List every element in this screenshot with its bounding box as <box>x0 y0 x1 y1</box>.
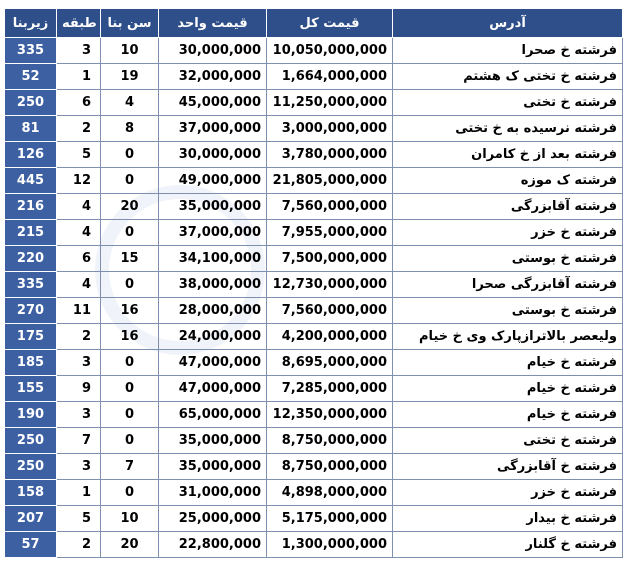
age-cell: 0 <box>101 402 159 428</box>
table-row <box>5 220 623 246</box>
header-address: آدرس <box>393 9 623 38</box>
table-row <box>5 324 623 350</box>
unit-price-cell: 37,000,000 <box>159 116 267 142</box>
table-row <box>5 194 623 220</box>
address-cell: فرشته خ خیام <box>393 376 623 402</box>
total-price-cell: 4,200,000,000 <box>267 324 393 350</box>
floor-cell: 3 <box>57 402 101 428</box>
table-row <box>5 428 623 454</box>
area-cell: 185 <box>5 350 57 376</box>
floor-cell: 12 <box>57 168 101 194</box>
floor-cell: 2 <box>57 532 101 558</box>
floor-cell: 3 <box>57 38 101 64</box>
floor-cell: 11 <box>57 298 101 324</box>
header-unit-price: قیمت واحد <box>159 9 267 38</box>
total-price-cell: 1,664,000,000 <box>267 64 393 90</box>
total-price-cell: 7,560,000,000 <box>267 298 393 324</box>
unit-price-cell: 34,100,000 <box>159 246 267 272</box>
age-cell: 4 <box>101 90 159 116</box>
header-total-price: قیمت کل <box>267 9 393 38</box>
total-price-cell: 3,780,000,000 <box>267 142 393 168</box>
age-cell: 0 <box>101 142 159 168</box>
header-age: سن بنا <box>101 9 159 38</box>
unit-price-cell: 49,000,000 <box>159 168 267 194</box>
unit-price-cell: 22,800,000 <box>159 532 267 558</box>
floor-cell: 5 <box>57 142 101 168</box>
unit-price-cell: 32,000,000 <box>159 64 267 90</box>
area-cell: 445 <box>5 168 57 194</box>
address-cell: فرشته خ آقابزرگی <box>393 454 623 480</box>
age-cell: 0 <box>101 272 159 298</box>
age-cell: 20 <box>101 532 159 558</box>
price-table-container <box>4 8 622 558</box>
floor-cell: 2 <box>57 324 101 350</box>
total-price-cell: 12,350,000,000 <box>267 402 393 428</box>
area-cell: 250 <box>5 90 57 116</box>
header-floor: طبقه <box>57 9 101 38</box>
floor-cell: 7 <box>57 428 101 454</box>
total-price-cell: 8,695,000,000 <box>267 350 393 376</box>
total-price-cell: 12,730,000,000 <box>267 272 393 298</box>
address-cell: فرشته خ بوستی <box>393 246 623 272</box>
age-cell: 0 <box>101 428 159 454</box>
age-cell: 0 <box>101 480 159 506</box>
table-row <box>5 376 623 402</box>
area-cell: 215 <box>5 220 57 246</box>
floor-cell: 1 <box>57 480 101 506</box>
address-cell: فرشته نرسیده به خ تختی <box>393 116 623 142</box>
area-cell: 216 <box>5 194 57 220</box>
age-cell: 20 <box>101 194 159 220</box>
area-cell: 270 <box>5 298 57 324</box>
address-cell: فرشته خ بیدار <box>393 506 623 532</box>
total-price-cell: 3,000,000,000 <box>267 116 393 142</box>
address-cell: فرشته خ خزر <box>393 220 623 246</box>
age-cell: 0 <box>101 376 159 402</box>
address-cell: فرشته آقابزرگی صحرا <box>393 272 623 298</box>
age-cell: 19 <box>101 64 159 90</box>
unit-price-cell: 35,000,000 <box>159 428 267 454</box>
area-cell: 175 <box>5 324 57 350</box>
address-cell: فرشته خ بوستی <box>393 298 623 324</box>
address-cell: فرشته خ خیام <box>393 402 623 428</box>
age-cell: 10 <box>101 506 159 532</box>
table-row <box>5 402 623 428</box>
table-row <box>5 64 623 90</box>
total-price-cell: 5,175,000,000 <box>267 506 393 532</box>
unit-price-cell: 37,000,000 <box>159 220 267 246</box>
table-row <box>5 246 623 272</box>
area-cell: 250 <box>5 454 57 480</box>
floor-cell: 4 <box>57 272 101 298</box>
total-price-cell: 7,560,000,000 <box>267 194 393 220</box>
age-cell: 8 <box>101 116 159 142</box>
table-row <box>5 350 623 376</box>
area-cell: 335 <box>5 272 57 298</box>
address-cell: فرشته بعد از خ کامران <box>393 142 623 168</box>
floor-cell: 4 <box>57 194 101 220</box>
age-cell: 16 <box>101 298 159 324</box>
total-price-cell: 7,285,000,000 <box>267 376 393 402</box>
table-row <box>5 90 623 116</box>
table-body <box>5 38 623 558</box>
address-cell: فرشته خ صحرا <box>393 38 623 64</box>
area-cell: 57 <box>5 532 57 558</box>
area-cell: 335 <box>5 38 57 64</box>
unit-price-cell: 24,000,000 <box>159 324 267 350</box>
age-cell: 0 <box>101 350 159 376</box>
unit-price-cell: 30,000,000 <box>159 38 267 64</box>
total-price-cell: 7,955,000,000 <box>267 220 393 246</box>
floor-cell: 4 <box>57 220 101 246</box>
table-row <box>5 454 623 480</box>
address-cell: فرشته خ تختی <box>393 428 623 454</box>
area-cell: 155 <box>5 376 57 402</box>
table-row <box>5 298 623 324</box>
total-price-cell: 8,750,000,000 <box>267 428 393 454</box>
total-price-cell: 8,750,000,000 <box>267 454 393 480</box>
unit-price-cell: 35,000,000 <box>159 194 267 220</box>
area-cell: 81 <box>5 116 57 142</box>
floor-cell: 2 <box>57 116 101 142</box>
apartment-price-table <box>4 8 623 558</box>
table-row <box>5 532 623 558</box>
table-row <box>5 168 623 194</box>
table-row <box>5 480 623 506</box>
header-area: زیربنا <box>5 9 57 38</box>
unit-price-cell: 38,000,000 <box>159 272 267 298</box>
floor-cell: 6 <box>57 90 101 116</box>
unit-price-cell: 65,000,000 <box>159 402 267 428</box>
address-cell: فرشته ک موزه <box>393 168 623 194</box>
total-price-cell: 7,500,000,000 <box>267 246 393 272</box>
floor-cell: 5 <box>57 506 101 532</box>
age-cell: 7 <box>101 454 159 480</box>
table-row <box>5 142 623 168</box>
header-row <box>5 9 623 38</box>
area-cell: 52 <box>5 64 57 90</box>
age-cell: 16 <box>101 324 159 350</box>
floor-cell: 9 <box>57 376 101 402</box>
floor-cell: 1 <box>57 64 101 90</box>
area-cell: 126 <box>5 142 57 168</box>
unit-price-cell: 35,000,000 <box>159 454 267 480</box>
unit-price-cell: 45,000,000 <box>159 90 267 116</box>
address-cell: فرشته خ تختی ک هشتم <box>393 64 623 90</box>
table-row <box>5 272 623 298</box>
area-cell: 190 <box>5 402 57 428</box>
address-cell: فرشته خ تختی <box>393 90 623 116</box>
unit-price-cell: 47,000,000 <box>159 376 267 402</box>
table-row <box>5 38 623 64</box>
address-cell: فرشته خ گلنار <box>393 532 623 558</box>
unit-price-cell: 47,000,000 <box>159 350 267 376</box>
total-price-cell: 11,250,000,000 <box>267 90 393 116</box>
address-cell: فرشته آقابزرگی <box>393 194 623 220</box>
area-cell: 250 <box>5 428 57 454</box>
floor-cell: 3 <box>57 350 101 376</box>
address-cell: فرشته خ خزر <box>393 480 623 506</box>
address-cell: فرشته خ خیام <box>393 350 623 376</box>
age-cell: 10 <box>101 38 159 64</box>
area-cell: 220 <box>5 246 57 272</box>
table-row <box>5 116 623 142</box>
area-cell: 158 <box>5 480 57 506</box>
total-price-cell: 4,898,000,000 <box>267 480 393 506</box>
age-cell: 15 <box>101 246 159 272</box>
total-price-cell: 21,805,000,000 <box>267 168 393 194</box>
area-cell: 207 <box>5 506 57 532</box>
total-price-cell: 10,050,000,000 <box>267 38 393 64</box>
unit-price-cell: 28,000,000 <box>159 298 267 324</box>
table-row <box>5 506 623 532</box>
age-cell: 0 <box>101 168 159 194</box>
age-cell: 0 <box>101 220 159 246</box>
total-price-cell: 1,300,000,000 <box>267 532 393 558</box>
floor-cell: 3 <box>57 454 101 480</box>
floor-cell: 6 <box>57 246 101 272</box>
unit-price-cell: 30,000,000 <box>159 142 267 168</box>
unit-price-cell: 31,000,000 <box>159 480 267 506</box>
address-cell: ولیعصر بالاترازپارک وی خ خیام <box>393 324 623 350</box>
unit-price-cell: 25,000,000 <box>159 506 267 532</box>
